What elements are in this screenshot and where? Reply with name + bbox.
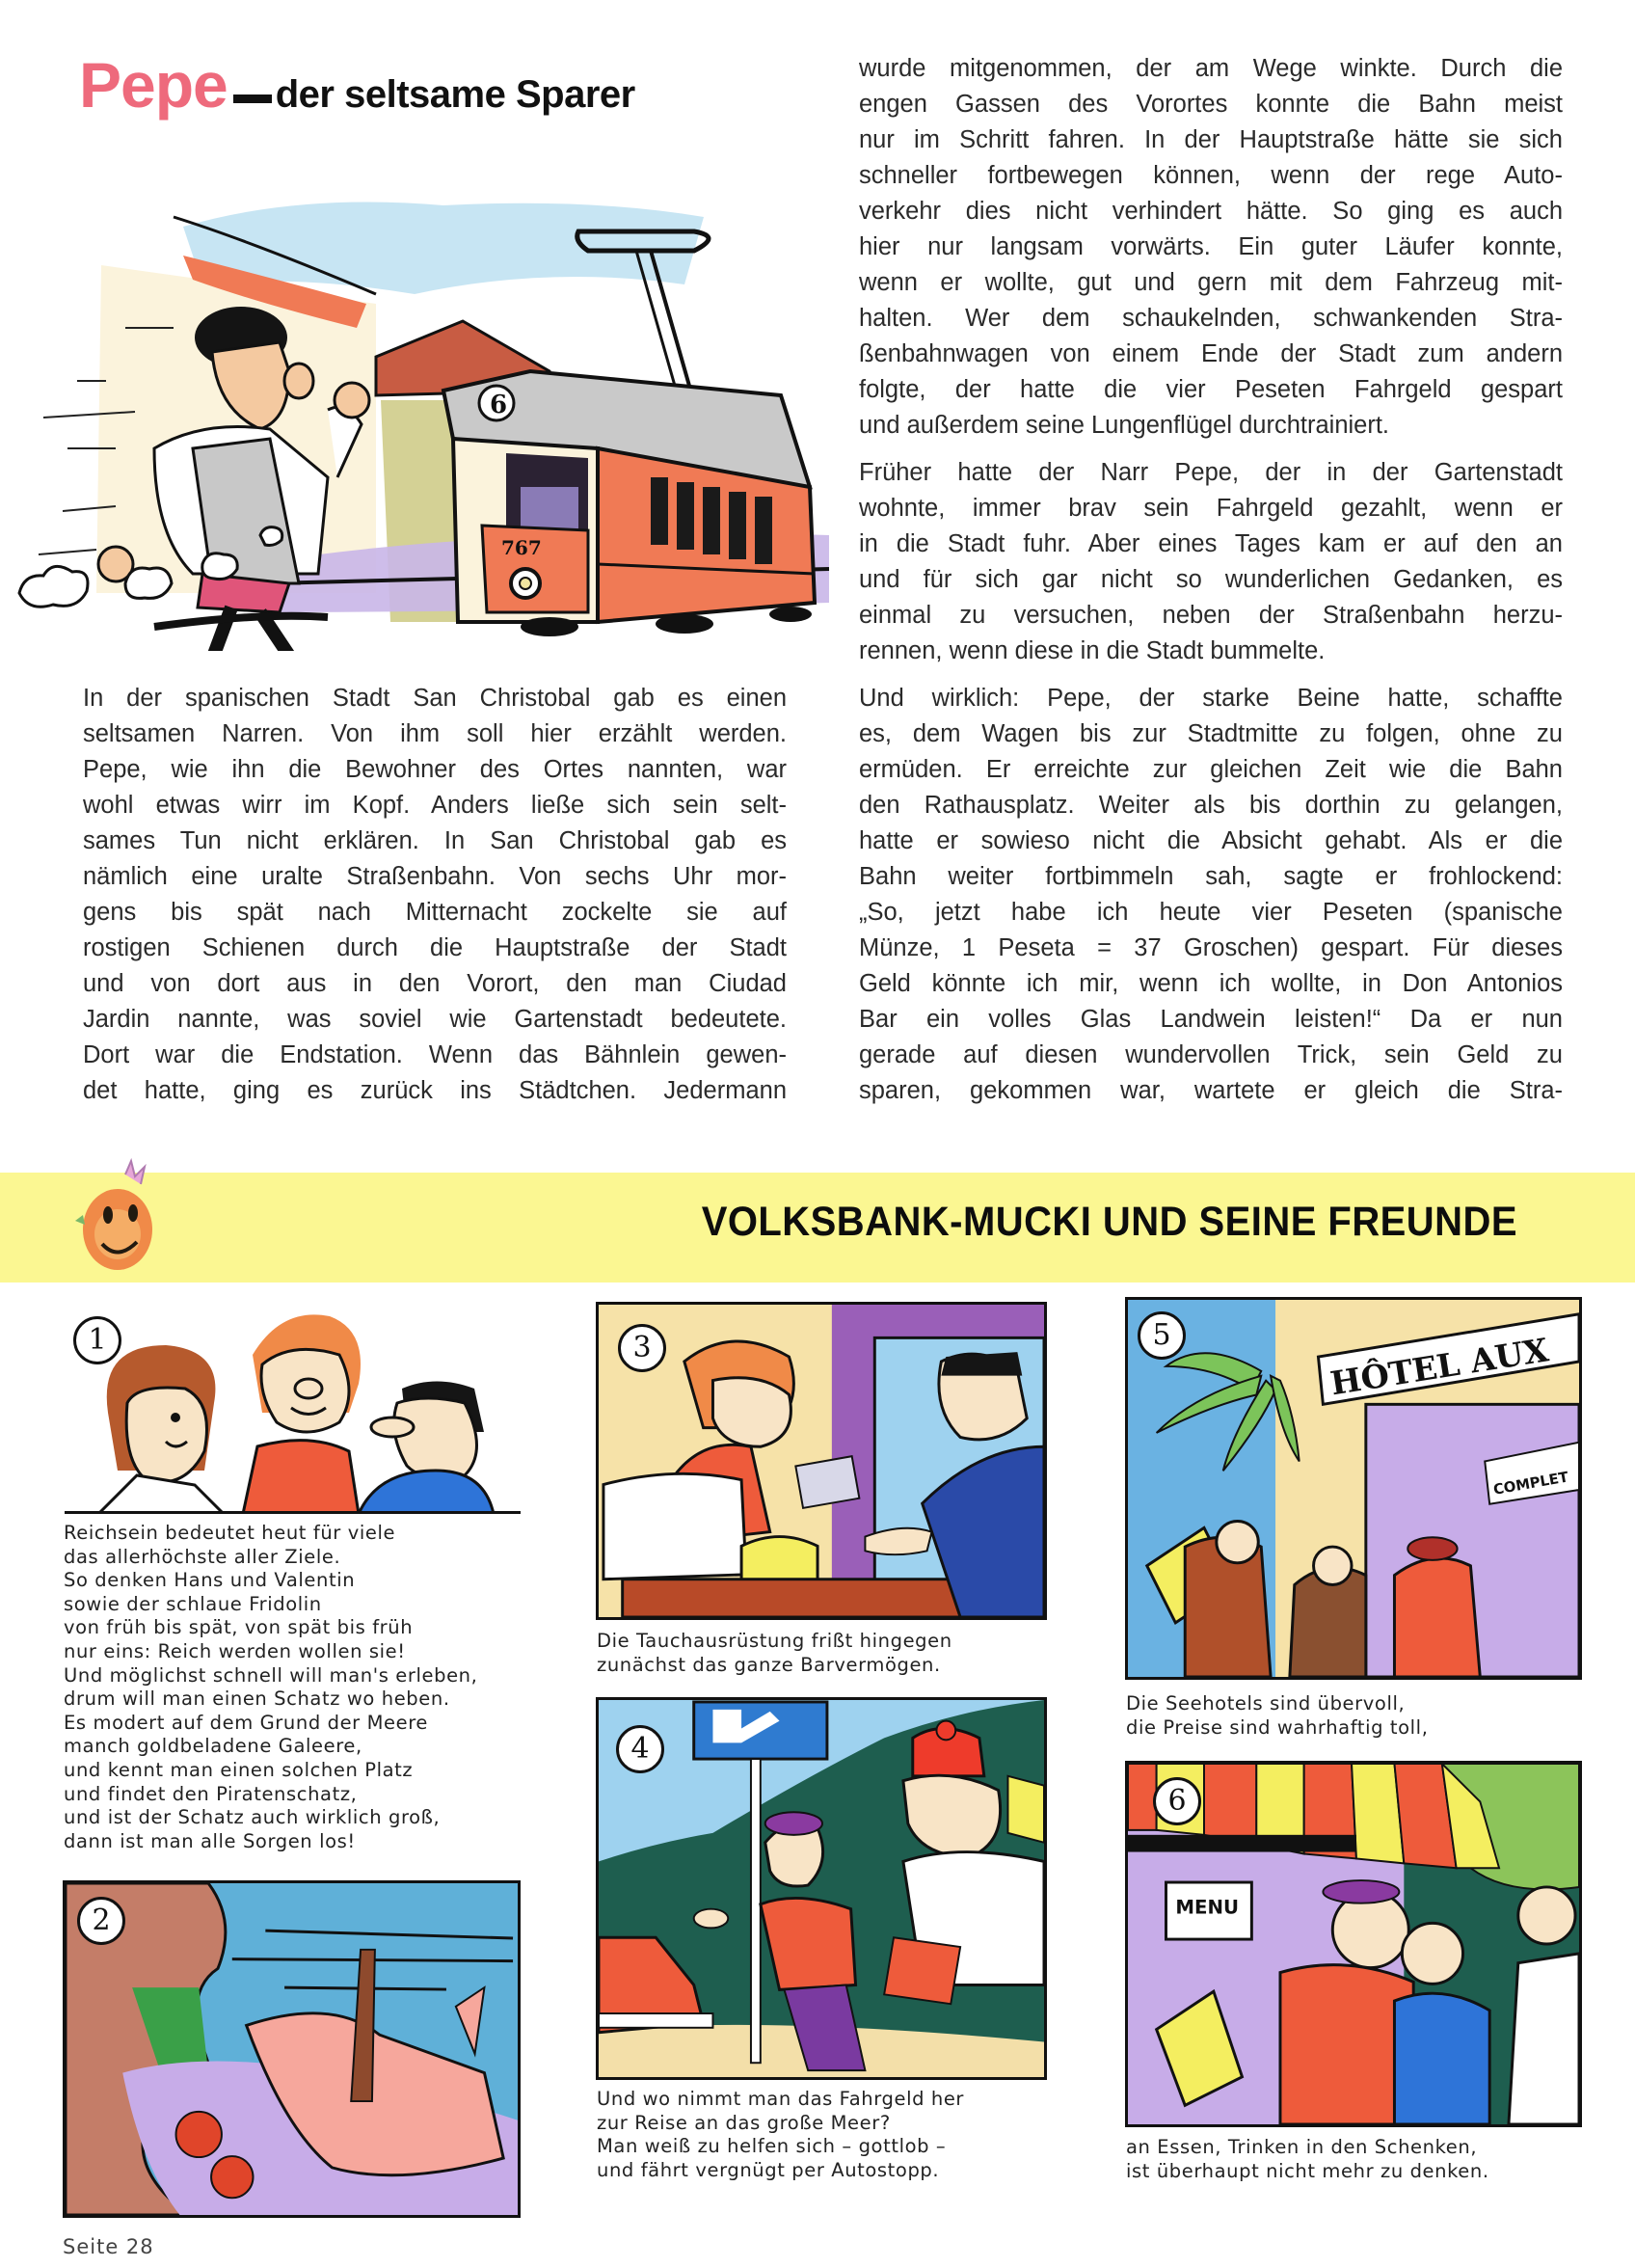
article-paragraph — [859, 455, 1563, 669]
article-line: „So, jetzt habe ich heute vier Peseten (spanische — [859, 899, 1563, 926]
article-line: und von dort aus in den Vorort, den man Ciudad — [83, 970, 787, 997]
article-line: det hatte, ging es zurück ins Städtchen. Jedermann — [83, 1077, 787, 1104]
article-line: und für sich gar nicht so wunderlichen Gedanken, es — [859, 566, 1563, 593]
panel-number-6: 6 — [1153, 1777, 1201, 1825]
panel-5-caption — [1126, 1692, 1429, 1740]
caption-line: die Preise sind wahrhaftig toll, — [1126, 1715, 1429, 1739]
article-line: rennen, wenn diese in die Stadt bummelte. — [859, 637, 1326, 664]
hotel-sign-text: HÔTEL AUX — [1327, 1331, 1551, 1403]
comic-panel-5 — [1125, 1297, 1582, 1680]
article-line: engen Gassen des Vorortes konnte die Bahn meist — [859, 91, 1563, 118]
caption-line: drum will man einen Schatz wo heben. — [64, 1688, 450, 1711]
caption-line: Und möglichst schnell will man's erleben, — [64, 1663, 478, 1687]
panel-number-4: 4 — [616, 1725, 664, 1773]
panel-3-caption — [597, 1630, 952, 1677]
article-title — [79, 48, 635, 122]
article-line: wohnte, immer brav sein Fahrgeld gezahlt, wenn er — [859, 495, 1563, 522]
article-paragraph — [859, 51, 1563, 444]
article-line: hier nur langsam vorwärts. Ein guter Läufer konnte, — [859, 233, 1563, 260]
article-line: ermüden. Er erreichte zur gleichen Zeit wie die Bahn — [859, 756, 1563, 783]
menu-sign-text: MENU — [1175, 1896, 1240, 1919]
article-title-name: Pepe — [79, 49, 228, 121]
article-paragraph — [83, 681, 787, 1109]
caption-line: Die Seehotels sind übervoll, — [1126, 1692, 1406, 1714]
panel-number-3: 3 — [618, 1324, 666, 1372]
article-line: nämlich eine uralte Straßenbahn. Von sechs Uhr mor- — [83, 863, 787, 890]
article-line: Bahn weiter fortbimmeln sah, sagte er frohlockend: — [859, 863, 1563, 890]
caption-line: und findet den Piratenschatz, — [64, 1782, 358, 1805]
caption-line: zunächst das ganze Barvermögen. — [597, 1653, 941, 1676]
comic-panel-4 — [596, 1697, 1047, 2080]
panel-4-caption — [597, 2088, 964, 2182]
article-line: in die Stadt fuhr. Aber eines Tages kam er auf den an — [859, 530, 1563, 557]
tram-route-number: 6 — [490, 391, 508, 419]
caption-line: manch goldbeladene Galeere, — [64, 1735, 362, 1758]
caption-line: das allerhöchste aller Ziele. — [64, 1545, 341, 1568]
article-line: sparen, gekommen war, wartete er gleich die Stra- — [859, 1077, 1563, 1104]
caption-line: Es modert auf dem Grund der Meere — [64, 1711, 428, 1734]
panel-number-2: 2 — [77, 1897, 125, 1945]
article-column-left — [83, 681, 787, 1120]
article-line: seltsamen Narren. Von ihm soll hier erzählt werden. — [83, 720, 787, 747]
comic-panel-3 — [596, 1302, 1047, 1620]
caption-line: Und wo nimmt man das Fahrgeld her — [597, 2088, 965, 2110]
article-line: In der spanischen Stadt San Christobal gab es einen — [83, 685, 787, 712]
caption-line: dann ist man alle Sorgen los! — [64, 1829, 356, 1852]
article-line: Bar ein volles Glas Landwein leisten!“ Da er nun — [859, 1006, 1563, 1033]
title-dash — [233, 94, 272, 103]
article-line: schneller fortbewegen können, wenn der rege Auto- — [859, 162, 1563, 189]
caption-line: Man weiß zu helfen sich – gottlob – — [597, 2135, 947, 2157]
article-line: hatte er sowieso nicht die Absicht gehabt. Als er die — [859, 827, 1563, 854]
article-line: Pepe, wie ihn die Bewohner des Ortes nannten, war — [83, 756, 787, 783]
complet-sign-text: COMPLET — [1491, 1469, 1570, 1498]
mucki-mascot-icon — [67, 1157, 174, 1282]
panel-number-5: 5 — [1138, 1311, 1186, 1360]
article-line: Geld könnte ich mir, wenn ich wollte, in Don Antonios — [859, 970, 1563, 997]
comic-panel-2 — [63, 1880, 521, 2218]
panel-1-caption — [64, 1522, 477, 1853]
article-line: gerade auf diesen wundervollen Trick, sein Geld zu — [859, 1041, 1563, 1068]
tram-car-number: 767 — [501, 536, 542, 559]
tram-illustration — [10, 159, 839, 651]
article-line: Münze, 1 Peseta = 37 Groschen) gespart. Für dieses — [859, 934, 1563, 961]
article-line: den Rathausplatz. Weiter als bis dorthin zu gelangen, — [859, 792, 1563, 819]
page-number: Seite 28 — [63, 2235, 154, 2258]
caption-line: an Essen, Trinken in den Schenken, — [1126, 2136, 1478, 2158]
caption-line: und ist der Schatz auch wirklich groß, — [64, 1806, 441, 1829]
article-line: wenn er wollte, gut und gern mit dem Fahrzeug mit- — [859, 269, 1563, 296]
caption-line: Reichsein bedeutet heut für viele — [64, 1522, 396, 1544]
caption-line: und kennt man einen solchen Platz — [64, 1758, 414, 1781]
article-line: halten. Wer dem schaukelnden, schwankenden Stra- — [859, 305, 1563, 332]
article-line: es, dem Wagen bis zur Stadtmitte zu folgen, ohne zu — [859, 720, 1563, 747]
article-line: sames Tun nicht erklären. In San Christobal gab es — [83, 827, 787, 854]
caption-line: So denken Hans und Valentin — [64, 1569, 356, 1592]
article-line: nur im Schritt fahren. In der Hauptstraße hätte sie sich — [859, 126, 1563, 153]
article-line: gens bis spät nach Mitternacht zockelte sie auf — [83, 899, 787, 926]
article-line: Und wirklich: Pepe, der starke Beine hatte, schaffte — [859, 685, 1563, 712]
caption-line: zur Reise an das große Meer? — [597, 2111, 891, 2134]
article-line: einmal zu versuchen, neben der Straßenbahn herzu- — [859, 602, 1563, 629]
article-line: Früher hatte der Narr Pepe, der in der Gartenstadt — [859, 459, 1563, 486]
article-title-subtitle: der seltsame Sparer — [275, 73, 635, 116]
article-line: wohl etwas wirr im Kopf. Anders ließe sich sein selt- — [83, 792, 787, 819]
caption-line: sowie der schlaue Fridolin — [64, 1592, 322, 1615]
caption-line: und fährt vergnügt per Autostopp. — [597, 2158, 940, 2181]
article-line: rostigen Schienen durch die Hauptstraße der Stadt — [83, 934, 787, 961]
article-paragraph — [859, 681, 1563, 1109]
article-line: verkehr dies nicht verhindert hätte. So ging es auch — [859, 198, 1563, 225]
article-column-right — [859, 51, 1563, 1120]
article-line: wurde mitgenommen, der am Wege winkte. Durch die — [859, 55, 1563, 82]
article-line: ßenbahnwagen von einem Ende der Stadt zum andern — [859, 340, 1563, 367]
article-line: folgte, der hatte die vier Peseten Fahrgeld gespart — [859, 376, 1563, 403]
caption-line: ist überhaupt nicht mehr zu denken. — [1126, 2159, 1489, 2182]
caption-line: Die Tauchausrüstung frißt hingegen — [597, 1630, 952, 1652]
panel-number-1: 1 — [73, 1316, 121, 1364]
comic-panel-1 — [60, 1297, 521, 1514]
article-line: Dort war die Endstation. Wenn das Bähnlein gewen- — [83, 1041, 787, 1068]
article-line: und außerdem seine Lungenflügel durchtrainiert. — [859, 412, 1390, 439]
caption-line: von früh bis spät, von spät bis früh — [64, 1616, 414, 1639]
comic-banner-title: VOLKSBANK-MUCKI UND SEINE FREUNDE — [701, 1199, 1517, 1245]
panel-6-caption — [1126, 2136, 1489, 2183]
comic-panel-6 — [1125, 1761, 1582, 2127]
article-line: Jardin nannte, was soviel wie Gartenstadt bedeutete. — [83, 1006, 787, 1033]
caption-line: nur eins: Reich werden wollen sie! — [64, 1639, 406, 1662]
